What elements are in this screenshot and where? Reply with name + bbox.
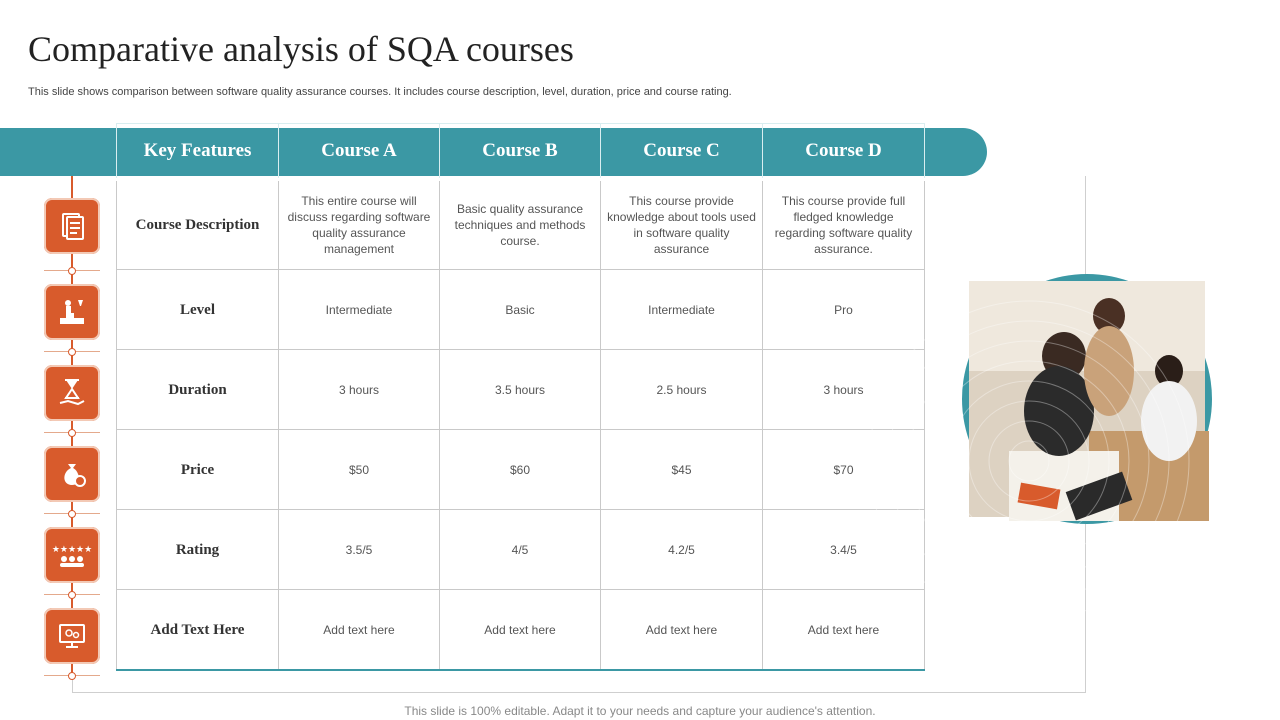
row-label: Course Description	[117, 180, 279, 270]
document-icon	[44, 198, 100, 254]
header-key-features: Key Features	[117, 124, 279, 180]
header-course-d: Course D	[763, 124, 925, 180]
table-cell: Add text here	[279, 590, 440, 671]
rating-stars-icon	[44, 527, 100, 583]
table-row	[117, 350, 925, 430]
table-row	[117, 270, 925, 350]
table-cell: Basic quality assurance techniques and methods course.	[440, 180, 601, 270]
podium-icon	[44, 284, 100, 340]
table-cell: Pro	[763, 270, 925, 350]
row-label: Rating	[117, 510, 279, 590]
page-title: Comparative analysis of SQA courses	[28, 29, 574, 69]
table-row	[117, 510, 925, 590]
row-label: Add Text Here	[117, 590, 279, 671]
hourglass-hand-icon	[44, 365, 100, 421]
table-row	[117, 180, 925, 270]
table-cell: Add text here	[601, 590, 763, 671]
table-cell: 3 hours	[279, 350, 440, 430]
table-cell: Intermediate	[601, 270, 763, 350]
table-cell: $70	[763, 430, 925, 510]
table-cell: Add text here	[763, 590, 925, 671]
page-subtitle: This slide shows comparison between software quality assurance courses. It includes course description, level, duration, price and course rating.	[28, 86, 732, 98]
photo-image	[969, 281, 1205, 517]
table-cell: $60	[440, 430, 601, 510]
table-cell: 2.5 hours	[601, 350, 763, 430]
table-row	[117, 430, 925, 510]
table-cell: 3.4/5	[763, 510, 925, 590]
comparison-table	[116, 123, 925, 671]
table-cell: $50	[279, 430, 440, 510]
monitor-gears-icon	[44, 608, 100, 664]
header-course-a: Course A	[279, 124, 440, 180]
table-cell: This entire course will discuss regarding software quality assurance management	[279, 180, 440, 270]
svg-text:★★★★★: ★★★★★	[51, 545, 93, 555]
table-cell: 3 hours	[763, 350, 925, 430]
table-cell: Add text here	[440, 590, 601, 671]
table-cell: 3.5 hours	[440, 350, 601, 430]
table-cell: This course provide knowledge about tools used in software quality assurance	[601, 180, 763, 270]
row-label: Level	[117, 270, 279, 350]
footer-note: This slide is 100% editable. Adapt it to your needs and capture your audience's attention.	[404, 704, 876, 718]
table-cell: $45	[601, 430, 763, 510]
money-bag-icon	[44, 446, 100, 502]
table-cell: 3.5/5	[279, 510, 440, 590]
table-header-row	[117, 124, 925, 180]
team-photo	[962, 274, 1212, 524]
row-label: Duration	[117, 350, 279, 430]
table-cell: 4/5	[440, 510, 601, 590]
header-course-c: Course C	[601, 124, 763, 180]
row-label: Price	[117, 430, 279, 510]
table-cell: Intermediate	[279, 270, 440, 350]
table-cell: Basic	[440, 270, 601, 350]
table-row	[117, 590, 925, 671]
table-cell: 4.2/5	[601, 510, 763, 590]
table-cell: This course provide full fledged knowledge regarding software quality assurance.	[763, 180, 925, 270]
header-course-b: Course B	[440, 124, 601, 180]
